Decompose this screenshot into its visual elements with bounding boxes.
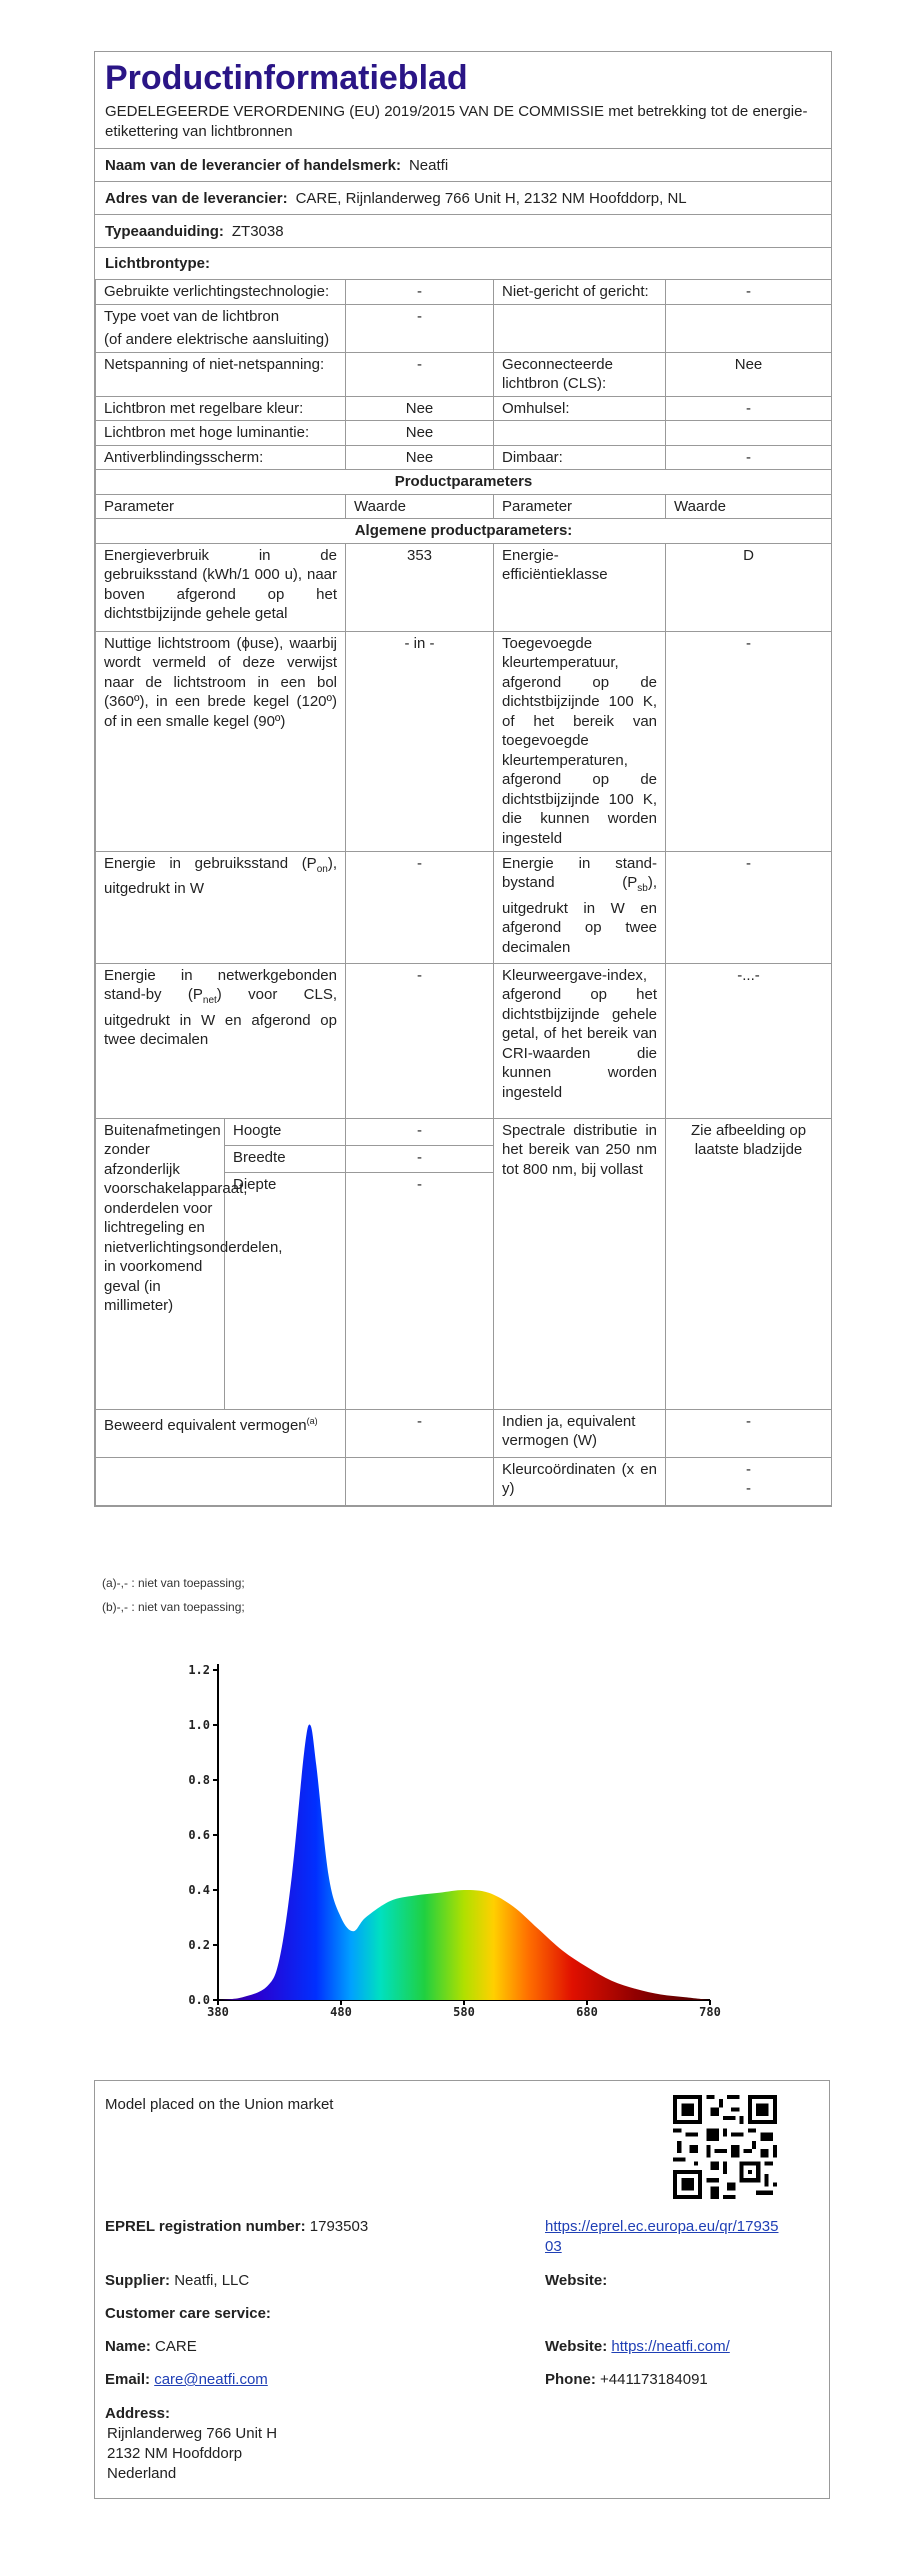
param-label: Gebruikte verlichtingstechnologie: (96, 280, 346, 305)
section-heading-row (96, 519, 832, 544)
page-title: Productinformatieblad (105, 59, 468, 97)
product-info-sheet (94, 51, 832, 1507)
model-placed-text: Model placed on the Union market (105, 2096, 334, 2113)
supplier-address-label: Adres van de leverancier: (105, 189, 288, 207)
param-label: Lichtbron met hoge luminantie: (96, 421, 346, 446)
param-value (666, 304, 832, 352)
website-label: Website: (545, 2272, 608, 2289)
model-label: Typeaanduiding: (105, 222, 224, 240)
params-table (95, 279, 832, 1506)
regulation-subtitle: GEDELEGEERDE VERORDENING (EU) 2019/2015 VAN DE COMMISSIE met betrekking tot de energie-etikettering van lichtbronnen (95, 98, 831, 149)
y-tick-label: 1.0 (188, 1718, 210, 1732)
param-label: Toegevoegde kleurtemperatuur, afgerond op de dichtstbijzijnde 100 K, of het bereik van toegevoegde kleurtemperaturen, afgerond op de dichtstbijzijnde 100 K, die kunnen worden ingesteld (494, 631, 666, 851)
param-value: Nee (666, 352, 832, 396)
email-link[interactable]: care@neatfi.com (154, 2371, 268, 2388)
param-label-line: Type voet van de lichtbron (104, 307, 280, 325)
section-heading-row (96, 470, 832, 495)
chroma-y-value: - (746, 1480, 751, 1497)
param-label: Energie-efficiëntieklasse (494, 543, 666, 631)
param-label: Indien ja, equivalent vermogen (W) (494, 1409, 666, 1457)
eprel-value: 1793503 (309, 2218, 369, 2235)
table-row (96, 851, 832, 963)
y-tick-label: 0.8 (188, 1773, 210, 1787)
param-value (666, 1457, 832, 1505)
table-header-row (96, 494, 832, 519)
phone-line (545, 2370, 708, 2390)
param-label: Energieverbruik in de gebruiksstand (kWh/1 000 u), naar boven afgerond op het dichtstbijzijnde gehele getal (96, 543, 346, 631)
x-tick-label: 780 (699, 2005, 721, 2019)
param-label: Spectrale distributie in het bereik van 250 nm tot 800 nm, bij vollast (494, 1118, 666, 1409)
y-tick-label: 0.2 (188, 1938, 210, 1952)
supplier-value: Neatfi, LLC (174, 2272, 250, 2289)
param-label-line: (of andere elektrische aansluiting) (104, 331, 330, 348)
param-label: Energie in stand-bystand $(P_{sb})$, uitgedrukt in W en afgerond op twee decimalen (494, 851, 666, 963)
care-name-line (105, 2337, 197, 2357)
param-value: - (666, 445, 832, 470)
dim-height-label: Hoogte (225, 1119, 345, 1146)
spectral-distribution-chart (150, 1640, 730, 2020)
phone-value: +441173184091 (600, 2371, 708, 2388)
address-label: Address: (105, 2405, 171, 2422)
general-params-heading: Algemene productparameters: (96, 519, 832, 544)
supplier-line (105, 2271, 249, 2291)
param-value: - (346, 1409, 494, 1457)
dimensions-cell (96, 1118, 346, 1409)
y-tick-label: 0.4 (188, 1883, 210, 1897)
x-tick-label: 380 (207, 2005, 229, 2019)
care-name-label: Name: (105, 2338, 151, 2355)
phone-label: Phone: (545, 2371, 596, 2388)
table-row (96, 1457, 832, 1505)
param-value: - (346, 280, 494, 305)
care-website-link[interactable]: https://neatfi.com/ (611, 2338, 730, 2355)
param-label: Niet-gericht of gericht: (494, 280, 666, 305)
qr-code-icon[interactable] (673, 2095, 777, 2199)
param-value: Zie afbeelding op laatste bladzijde (666, 1118, 832, 1409)
supplier-label: Supplier: (105, 2272, 171, 2289)
email-line (105, 2370, 268, 2390)
column-header: Parameter (494, 494, 666, 519)
param-value: - in - (346, 631, 494, 851)
column-header: Waarde (666, 494, 832, 519)
param-label: Dimbaar: (494, 445, 666, 470)
footnote-a: (a)-,- : niet van toepassing; (102, 1576, 245, 1590)
param-label (96, 1409, 346, 1457)
y-tick-label: 0.6 (188, 1828, 210, 1842)
x-tick-label: 480 (330, 2005, 352, 2019)
param-value: - (346, 352, 494, 396)
table-row (96, 963, 832, 1118)
param-value: Nee (346, 421, 494, 446)
dim-height-value: - (346, 1119, 493, 1146)
y-tick-label: 1.2 (188, 1663, 210, 1677)
lightsource-type-label: Lichtbrontype: (105, 255, 210, 272)
param-value: - (346, 851, 494, 963)
product-params-heading: Productparameters (96, 470, 832, 495)
dim-width-label: Breedte (225, 1146, 345, 1173)
param-label (494, 304, 666, 352)
spectrum-area (218, 1724, 710, 2000)
footnote-marker: (a) (306, 1415, 318, 1426)
table-row (96, 352, 832, 396)
param-label (494, 421, 666, 446)
address-line: 2132 NM Hoofddorp (107, 2445, 243, 2462)
supplier-address-row (95, 182, 831, 215)
param-label: Omhulsel: (494, 396, 666, 421)
param-label: Antiverblindingsscherm: (96, 445, 346, 470)
supplier-name-label: Naam van de leverancier of handelsmerk: (105, 156, 401, 174)
param-value: - (346, 963, 494, 1118)
table-row (96, 445, 832, 470)
x-tick-label: 580 (453, 2005, 475, 2019)
equiv-power-label: Beweerd equivalent vermogen (104, 1416, 307, 1434)
care-name-value: CARE (155, 2338, 197, 2355)
table-row (96, 280, 832, 305)
dim-depth-value: - (417, 1175, 422, 1193)
care-website-line (545, 2337, 730, 2357)
param-label: Kleurweergave-index, afgerond op het dichtstbijzijnde gehele getal, of het bereik van CRI-waarden die kunnen worden ingesteld (494, 963, 666, 1118)
param-value: - (346, 304, 494, 352)
param-label: Energie in gebruiksstand $(P_{on})$, uitgedrukt in W (96, 851, 346, 963)
param-label: Nuttige lichtstroom (ϕuse), waarbij wordt vermeld of deze verwijst naar de lichtstroom in een bol (360º), in een brede kegel (120º) of in een smalle kegel (90º) (96, 631, 346, 851)
address-line: Rijnlanderweg 766 Unit H (107, 2425, 278, 2442)
param-value: - (666, 851, 832, 963)
table-row (96, 421, 832, 446)
param-value: D (666, 543, 832, 631)
care-website-label: Website: (545, 2338, 608, 2355)
column-header: Waarde (346, 494, 494, 519)
param-value: - (666, 631, 832, 851)
param-value: - (666, 280, 832, 305)
dim-depth-label: Diepte (233, 1175, 277, 1193)
chroma-x-value: - (746, 1460, 751, 1478)
param-label: Lichtbron met regelbare kleur: (96, 396, 346, 421)
model-row (95, 215, 831, 248)
customer-care-label: Customer care service: (105, 2305, 271, 2322)
dimensions-label: Buitenafmetingen zonder afzonderlijk voorschakelapparaat, onderdelen voor lichtregeling en nietverlichtingsonderdelen, in voorkomend geval (in millimeter) (96, 1119, 225, 1409)
param-value: Nee (346, 445, 494, 470)
dimensions-sub-labels (225, 1119, 345, 1409)
param-value: -...- (666, 963, 832, 1118)
y-tick-label: 0.0 (188, 1993, 210, 2007)
table-row (96, 304, 832, 352)
model-value: ZT3038 (231, 222, 284, 240)
param-label (96, 304, 346, 352)
param-value: Nee (346, 396, 494, 421)
address-line: Nederland (107, 2465, 177, 2482)
dimensions-values (346, 1118, 494, 1409)
param-value: - (666, 396, 832, 421)
param-label: Kleurcoördinaten (x en y) (494, 1457, 666, 1505)
param-label: Geconnecteerde lichtbron (CLS): (494, 352, 666, 396)
lightsource-type-row (95, 248, 831, 279)
table-row (96, 1118, 832, 1409)
param-label: Netspanning of niet-netspanning: (96, 352, 346, 396)
param-value (666, 421, 832, 446)
table-row (96, 1409, 832, 1457)
table-row (96, 396, 832, 421)
eprel-link[interactable]: https://eprel.ec.europa.eu/qr/1793503 (545, 2218, 779, 2255)
supplier-name-value: Neatfi (408, 156, 449, 174)
param-value: 353 (346, 543, 494, 631)
param-label: Energie in netwerkgebonden stand-by $(P_{net})$ voor CLS, uitgedrukt in W en afgerond op twee decimalen (96, 963, 346, 1118)
table-row (96, 543, 832, 631)
supplier-name-row (95, 149, 831, 182)
table-row (96, 631, 832, 851)
email-label: Email: (105, 2371, 151, 2388)
eprel-number (105, 2217, 368, 2237)
empty-cell (346, 1457, 494, 1505)
column-header: Parameter (96, 494, 346, 519)
footnote-b: (b)-,- : niet van toepassing; (102, 1600, 245, 1614)
supplier-address-value: CARE, Rijnlanderweg 766 Unit H, 2132 NM Hoofddorp, NL (295, 189, 687, 207)
x-tick-label: 680 (576, 2005, 598, 2019)
empty-cell (96, 1457, 346, 1505)
eprel-label: EPREL registration number: (105, 2218, 306, 2235)
param-value: - (666, 1409, 832, 1457)
eprel-footer (94, 2080, 830, 2499)
dim-width-value: - (346, 1146, 493, 1173)
